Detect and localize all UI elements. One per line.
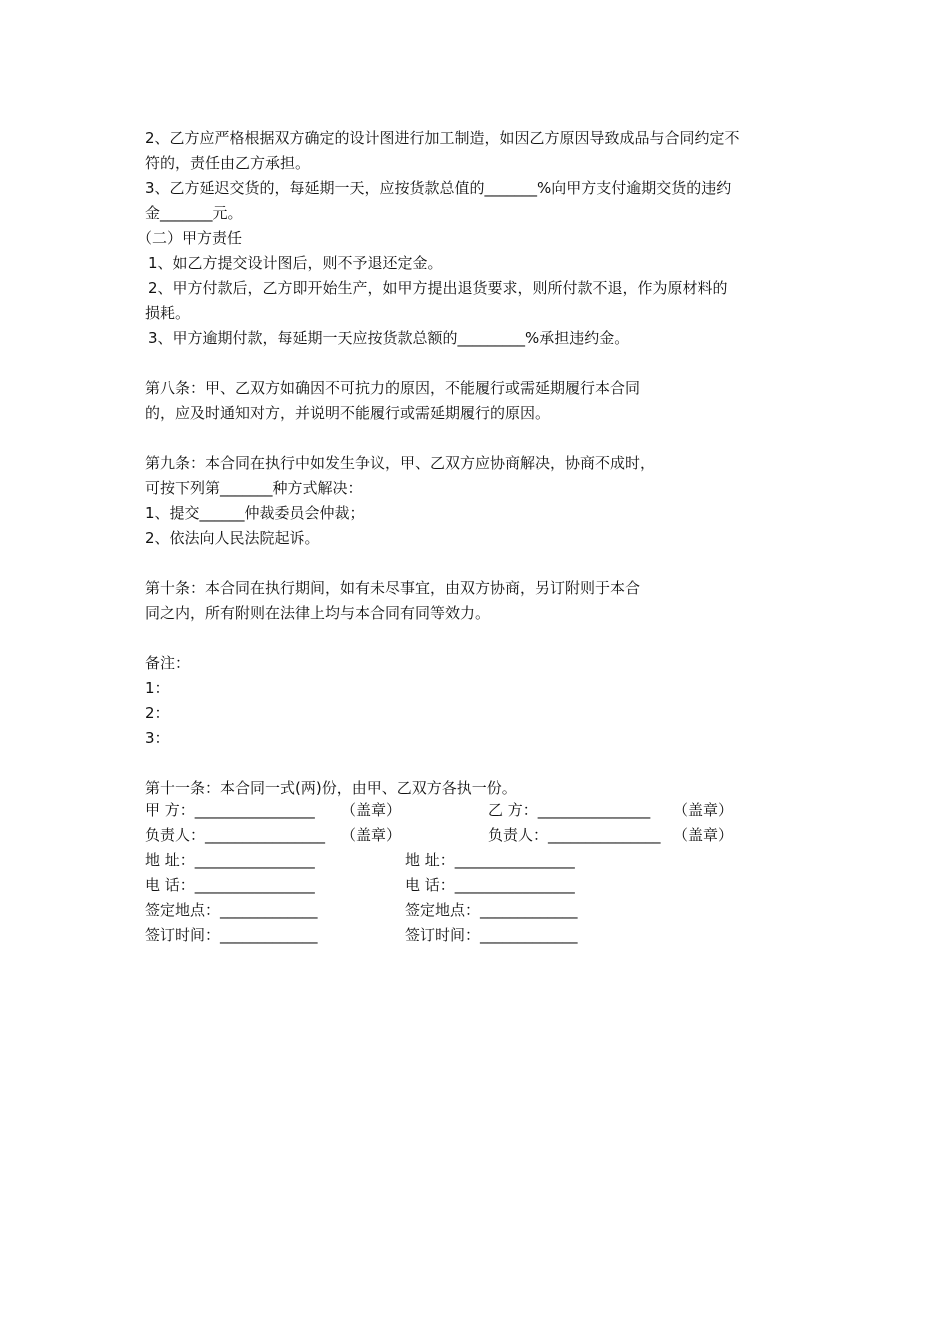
party-a-seal: （盖章）	[341, 801, 402, 819]
clause-b-3-line2: 金_______元。	[145, 204, 243, 222]
sign-place-a-field: 签定地点：_____________	[145, 901, 318, 919]
remarks-title: 备注：	[145, 654, 191, 672]
clause-b-3-line1: 3、乙方延迟交货的，每延期一天，应按货款总值的_______%向甲方支付逾期交货的违约	[145, 179, 732, 197]
head-a-field: 负责人：________________	[145, 826, 326, 844]
article-10-line1: 第十条：本合同在执行期间，如有未尽事宜，由双方协商，另订附则于本合	[145, 579, 641, 597]
remark-item-1: 1：	[145, 679, 170, 697]
article-8-line1: 第八条：甲、乙双方如确因不可抗力的原因，不能履行或需延期履行本合同	[145, 379, 641, 397]
article-9-line1: 第九条：本合同在执行中如发生争议，甲、乙双方应协商解决，协商不成时，	[145, 454, 656, 472]
head-b-seal: （盖章）	[673, 826, 734, 844]
clause-b-2-line2: 符的，责任由乙方承担。	[145, 154, 311, 172]
clause-a-1: 1、如乙方提交设计图后，则不予退还定金。	[148, 254, 443, 272]
remark-item-3: 3：	[145, 729, 170, 747]
section-heading-party-a: （二）甲方责任	[137, 229, 243, 247]
address-b-field: 地 址：________________	[405, 851, 575, 869]
article-11: 第十一条：本合同一式(两)份，由甲、乙双方各执一份。	[145, 779, 517, 797]
party-a-field: 甲 方：________________	[145, 801, 315, 819]
party-b-field: 乙 方：_______________	[488, 801, 651, 819]
article-9-option-1: 1、提交______仲裁委员会仲裁；	[145, 504, 365, 522]
remark-item-2: 2：	[145, 704, 170, 722]
article-10-line2: 同之内，所有附则在法律上均与本合同有同等效力。	[145, 604, 491, 622]
phone-b-field: 电 话：________________	[405, 876, 575, 894]
head-b-field: 负责人：_______________	[488, 826, 661, 844]
sign-time-a-field: 签订时间：_____________	[145, 926, 318, 944]
sign-time-b-field: 签订时间：_____________	[405, 926, 578, 944]
phone-a-field: 电 话：________________	[145, 876, 315, 894]
article-9-line2: 可按下列第_______种方式解决：	[145, 479, 363, 497]
party-b-seal: （盖章）	[673, 801, 734, 819]
sign-place-b-field: 签定地点：_____________	[405, 901, 578, 919]
article-9-option-2: 2、依法向人民法院起诉。	[145, 529, 320, 547]
article-8-line2: 的，应及时通知对方，并说明不能履行或需延期履行的原因。	[145, 404, 551, 422]
clause-a-2-line1: 2、甲方付款后，乙方即开始生产，如甲方提出退货要求，则所付款不退，作为原材料的	[148, 279, 728, 297]
head-a-seal: （盖章）	[341, 826, 402, 844]
clause-a-3: 3、甲方逾期付款，每延期一天应按货款总额的_________%承担违约金。	[148, 329, 630, 347]
clause-b-2-line1: 2、乙方应严格根据双方确定的设计图进行加工制造，如因乙方原因导致成品与合同约定不	[145, 129, 740, 147]
address-a-field: 地 址：________________	[145, 851, 315, 869]
clause-a-2-line2: 损耗。	[145, 304, 191, 322]
